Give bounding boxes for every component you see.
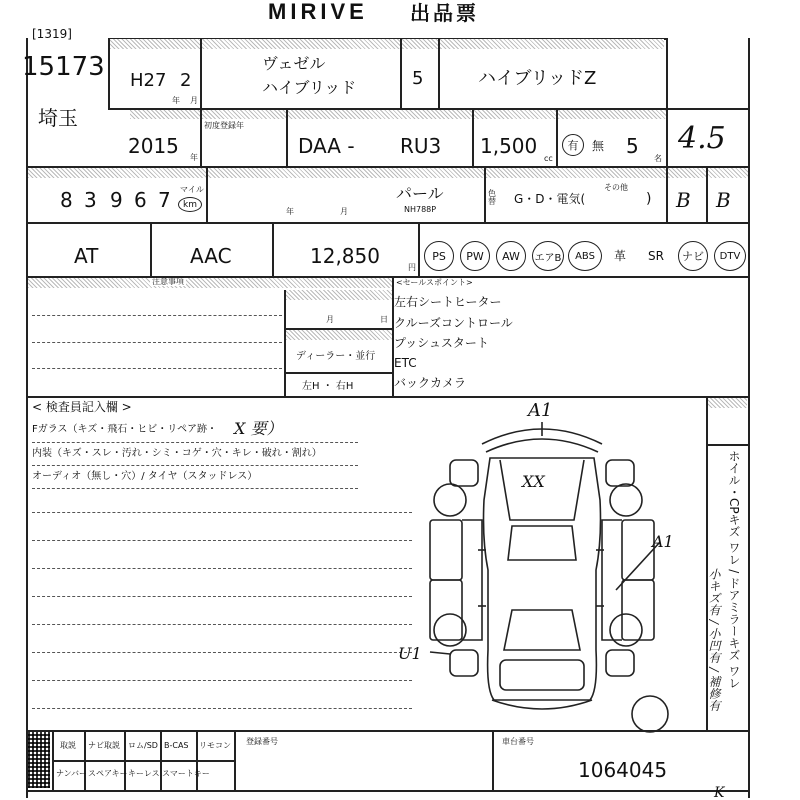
mileage-digit-5: 7 — [158, 188, 171, 212]
form-title: 出品票 — [410, 1, 479, 25]
footer-div-b — [84, 730, 86, 790]
fuel-label: 色替 — [488, 189, 496, 206]
row2-div-a — [200, 108, 202, 166]
footer-div-d — [160, 730, 162, 790]
mileage-unit-km-circle — [178, 197, 202, 212]
month-unit: 月 — [190, 96, 198, 105]
lot-bracket: [1319] — [32, 27, 72, 41]
transmission: AT — [74, 244, 99, 268]
frame-right — [748, 38, 750, 798]
doors: 5 — [412, 68, 424, 89]
price-unit: 円 — [408, 263, 416, 272]
badge-dtv-label: DTV — [719, 250, 741, 262]
notes-line-3 — [32, 368, 282, 369]
mileage-unit-km: km — [183, 199, 197, 210]
badge-dtv — [714, 241, 746, 271]
footer-mid — [52, 760, 234, 762]
notes-line-1 — [32, 315, 282, 316]
lot-number: 15173 — [22, 52, 105, 82]
row1-div-a — [108, 38, 110, 108]
badge-aw-label: AW — [502, 249, 520, 263]
footer-item-smart-key: スマートキー — [162, 769, 210, 778]
car-name-line1: ヴェゼル — [262, 54, 326, 73]
sales-item-3: プッシュスタート — [394, 336, 489, 350]
footer-div-g — [492, 730, 494, 790]
badge-abs — [568, 241, 602, 271]
model-prefix: DAA - — [298, 134, 355, 158]
model-code: RU3 — [400, 134, 442, 158]
dealer-label: ディーラー・並行 — [296, 351, 376, 362]
displacement: 1,500 — [480, 134, 538, 158]
row2-div-e — [666, 108, 668, 166]
vat-yes: 有 — [567, 139, 579, 152]
row1-hatch — [110, 39, 664, 49]
inspection-line-f — [32, 568, 412, 569]
registry-label: 登録番号 — [246, 737, 278, 746]
inspection-line-2: 内装（キズ・スレ・汚れ・シミ・コゲ・穴・キレ・破れ・割れ） — [32, 448, 322, 459]
inspection-line-d — [32, 512, 412, 513]
right-col-hatch — [707, 398, 747, 408]
notes-line-2 — [32, 342, 282, 343]
row1-div-b — [200, 38, 202, 108]
reg-month-label: 月 — [340, 207, 348, 216]
car-damage-diagram — [420, 400, 700, 740]
row3-div-c — [666, 166, 668, 222]
footer-item-spare-key: スペアキー — [88, 769, 128, 778]
color-code: NH788P — [404, 205, 437, 214]
badge-pw-label: PW — [466, 249, 484, 263]
grade: ハイブリッドZ — [478, 68, 597, 89]
footer-div-c — [124, 730, 126, 790]
inspection-line-c — [32, 488, 358, 489]
row3-div-b — [484, 166, 486, 222]
dealer-hatch-1 — [286, 290, 392, 300]
color-name: パール — [396, 184, 444, 203]
chassis-number: 1064045 — [578, 758, 668, 782]
badge-navi — [678, 241, 708, 271]
cc-unit: cc — [544, 154, 553, 163]
row2-div-c — [472, 108, 474, 166]
seats-unit: 名 — [654, 154, 662, 163]
badge-ps — [424, 241, 454, 271]
inspection-line-e — [32, 540, 412, 541]
mileage-digit-4: 6 — [134, 188, 147, 212]
footer-bottom — [26, 790, 748, 792]
badge-ps-label: PS — [432, 249, 446, 263]
notes-bottom — [26, 396, 748, 398]
inspection-line-i — [32, 652, 412, 653]
date-month: 月 — [326, 315, 334, 324]
reg-year-label: 年 — [286, 207, 294, 216]
inspection-line-1: Fガラス（キズ・飛石・ヒビ・リペア跡・ — [32, 424, 218, 435]
row1-div-e — [666, 38, 668, 108]
footer-top — [26, 730, 748, 732]
right-column-sub: 小キズ有 / 小凹有 / 補修有 — [707, 568, 721, 712]
inspection-line-j — [32, 680, 412, 681]
footer-item-remote: リモコン — [199, 741, 231, 750]
badge-abs-label: ABS — [575, 250, 595, 262]
lot-region: 埼玉 — [38, 106, 78, 130]
inspection-line-1-hand: X 要） — [234, 419, 283, 438]
corner-mark: K — [714, 785, 725, 800]
row3-bottom — [26, 222, 748, 224]
mark-right: A1 — [652, 532, 674, 551]
sales-item-1: 左右シートヒーター — [394, 295, 502, 309]
mark-center: XX — [522, 472, 545, 491]
row4-div-b — [272, 222, 274, 276]
row3-hatch — [28, 168, 748, 178]
footer-div-e — [196, 730, 198, 790]
era: H27 — [130, 70, 167, 91]
sales-item-4: ETC — [394, 356, 417, 370]
row2-div-b — [286, 108, 288, 166]
badge-pw — [460, 241, 490, 271]
footer-item-navi-manual: ナビ取説 — [88, 741, 120, 750]
first-reg-year: 2015 — [128, 134, 179, 158]
year-unit: 年 — [172, 96, 180, 105]
inspection-line-a — [32, 442, 358, 443]
row3-div-d — [706, 166, 708, 222]
mileage-digit-1: 8 — [60, 188, 73, 212]
right-col-cut — [706, 444, 748, 446]
mark-front: A1 — [528, 400, 553, 421]
sales-item-5: バックカメラ — [394, 376, 467, 390]
footer-item-plate: ナンバー — [56, 769, 88, 778]
fuel-options: G・D・電気( — [514, 192, 586, 206]
row4-div-c — [418, 222, 420, 276]
chassis-label: 車台番号 — [502, 737, 534, 746]
sales-header: <セールスポイント> — [396, 278, 473, 287]
row1-div-c — [400, 38, 402, 108]
row4-div-a — [150, 222, 152, 276]
interior-grade: B — [676, 188, 691, 212]
badge-navi-label: ナビ — [682, 250, 704, 263]
mileage-digit-3: 9 — [110, 188, 123, 212]
notes-hatch — [28, 278, 392, 288]
footer-item-manual: 取説 — [60, 741, 76, 750]
brand-name: MIRIVE — [268, 0, 368, 24]
caution-header: 注意事項 — [152, 277, 184, 286]
badge-airbag — [532, 241, 564, 271]
sales-item-2: クルーズコントロール — [394, 316, 513, 330]
first-reg-note: 初度登録年 — [204, 121, 244, 130]
price: 12,850 — [310, 244, 380, 268]
seats: 5 — [626, 134, 639, 158]
mark-left: U1 — [398, 644, 422, 663]
inspection-line-b — [32, 465, 358, 466]
row3-div-a — [206, 166, 208, 222]
fuel-other: その他 — [604, 183, 628, 192]
handle-label: 左H ・ 右H — [302, 381, 354, 392]
footer-div-f — [234, 730, 236, 790]
footer-item-bcas: B-CAS — [164, 741, 189, 750]
inspection-line-k — [32, 708, 412, 709]
mileage-unit-mile: マイル — [180, 185, 204, 194]
inspection-line-3: オーディオ（無し・穴）/ タイヤ（スタッドレス） — [32, 471, 258, 482]
row1-div-d — [438, 38, 440, 108]
dealer-left — [284, 290, 286, 396]
year-unit-2: 年 — [190, 153, 198, 162]
frame-left — [26, 38, 28, 798]
dealer-hatch-2 — [286, 330, 392, 340]
vat-no: 無 — [592, 139, 605, 153]
right-column-text: ホイル・CPキズ ワレ / ドアミラーキズ ワレ — [727, 450, 741, 689]
badge-airbag-label: エアB — [534, 252, 562, 264]
inspection-header: < 検査員記入欄 > — [32, 400, 132, 414]
flag-leather: 革 — [614, 249, 627, 263]
vat-yes-circle — [562, 134, 584, 156]
fuel-close: ) — [646, 191, 652, 207]
exterior-grade: B — [716, 188, 731, 212]
mileage-digit-2: 3 — [84, 188, 97, 212]
footer-qr — [28, 732, 50, 788]
row2-div-d — [556, 108, 558, 166]
inspection-line-g — [32, 596, 412, 597]
flag-sunroof: SR — [648, 249, 664, 263]
month: 2 — [180, 70, 192, 91]
footer-item-rom-sd: ロム/SD — [128, 741, 158, 750]
inspection-line-h — [32, 624, 412, 625]
score: 4.5 — [678, 121, 726, 156]
badge-aw — [496, 241, 526, 271]
air-conditioning: AAC — [190, 244, 232, 268]
date-day: 日 — [380, 315, 388, 324]
footer-item-keyless: キーレス — [128, 769, 160, 778]
footer-div-a — [52, 730, 54, 790]
dealer-line-2 — [284, 372, 392, 374]
row2-hatch — [130, 110, 666, 119]
row3-top — [26, 166, 748, 168]
car-name-line2: ハイブリッド — [262, 78, 357, 97]
